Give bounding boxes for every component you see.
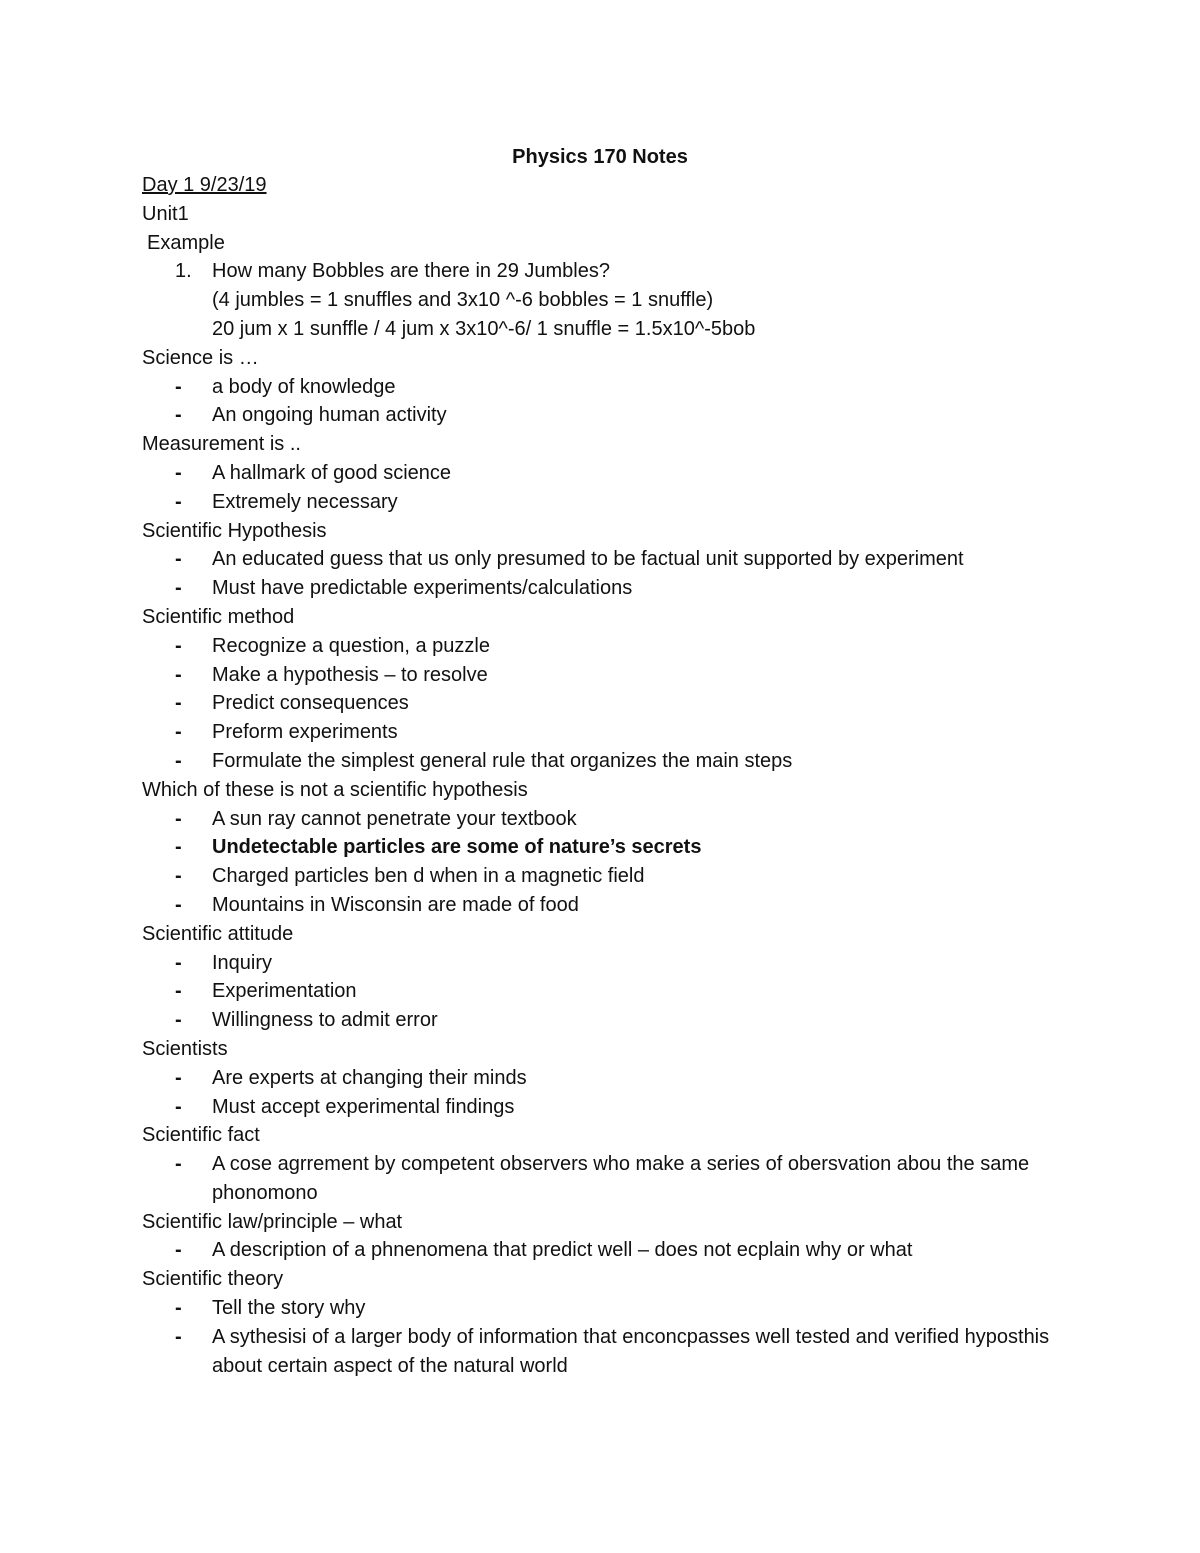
bullet-dash: -	[175, 692, 182, 715]
section-heading: Measurement is ..	[142, 433, 301, 456]
bullet-dash: -	[175, 461, 182, 484]
list-item	[142, 1093, 1062, 1122]
list-item	[142, 805, 1062, 834]
bullet-dash: -	[175, 836, 182, 859]
list-item	[142, 747, 1062, 776]
list-number: 1.	[175, 260, 192, 283]
bullet-dash: -	[175, 634, 182, 657]
list-item-text: Mountains in Wisconsin are made of food	[212, 893, 579, 916]
list-item-text: A sythesisi of a larger body of information that enconcpasses well tested and verified hyposthis about certain aspect of the natural world	[212, 1325, 1050, 1377]
bullet-dash: -	[175, 1239, 182, 1262]
bullet-dash: -	[175, 404, 182, 427]
list-item	[142, 718, 1062, 747]
section-heading: Scientific Hypothesis	[142, 519, 327, 542]
list-item-text: Willingness to admit error	[212, 1009, 438, 1032]
list-item	[142, 574, 1062, 603]
list-item-text: Must have predictable experiments/calculations	[212, 577, 633, 600]
list-item	[142, 891, 1062, 920]
section-heading: Scientific attitude	[142, 922, 294, 945]
bullet-dash: -	[175, 490, 182, 513]
numbered-item	[142, 257, 1062, 286]
bullet-dash: -	[175, 807, 182, 830]
section-heading: Scientific method	[142, 605, 295, 628]
list-item	[142, 1294, 1062, 1323]
list-item-text: Inquiry	[212, 951, 273, 974]
example-work: 20 jum x 1 sunffle / 4 jum x 3x10^-6/ 1 snuffle = 1.5x10^-5bob	[212, 317, 756, 340]
list-item-text: Formulate the simplest general rule that organizes the main steps	[212, 749, 793, 772]
bullet-dash: -	[175, 865, 182, 888]
list-item	[142, 1236, 1062, 1265]
list-item-text: Predict consequences	[212, 692, 409, 715]
list-item-text: Undetectable particles are some of nature’s secrets	[212, 836, 702, 859]
list-item	[142, 488, 1062, 517]
list-item-text: Preform experiments	[212, 721, 398, 744]
list-item-answer	[142, 833, 1062, 862]
example-label: Example	[147, 231, 225, 254]
section-heading: Science is …	[142, 346, 259, 369]
section-heading: Scientific law/principle – what	[142, 1210, 403, 1233]
list-item-text: Charged particles ben d when in a magnetic field	[212, 865, 645, 888]
section-heading: Which of these is not a scientific hypothesis	[142, 778, 528, 801]
unit-heading: Unit1	[142, 202, 189, 225]
list-item	[142, 1323, 1062, 1381]
date-heading: Day 1 9/23/19	[142, 174, 267, 196]
bullet-dash: -	[175, 375, 182, 398]
bullet-dash: -	[175, 1095, 182, 1118]
list-item	[142, 1150, 1062, 1208]
example-question: How many Bobbles are there in 29 Jumbles?	[212, 260, 610, 283]
list-item-text: Make a hypothesis – to resolve	[212, 663, 488, 686]
bullet-dash: -	[175, 980, 182, 1003]
list-item	[142, 401, 1062, 430]
list-item-text: An educated guess that us only presumed to be factual unit supported by experiment	[212, 548, 964, 571]
bullet-dash: -	[175, 577, 182, 600]
list-item	[142, 977, 1062, 1006]
section-heading: Scientific theory	[142, 1268, 284, 1291]
list-item	[142, 632, 1062, 661]
notes-content	[142, 171, 1062, 1380]
list-item	[142, 545, 1062, 574]
list-item	[142, 459, 1062, 488]
list-item-text: A cose agrrement by competent observers who make a series of obersvation abou the same phonomono	[212, 1153, 1030, 1204]
bullet-dash: -	[175, 1066, 182, 1089]
list-item	[142, 689, 1062, 718]
page-title: Physics 170 Notes	[512, 146, 688, 168]
section-heading: Scientists	[142, 1037, 228, 1060]
list-item-text: a body of knowledge	[212, 375, 396, 398]
list-item	[142, 1064, 1062, 1093]
list-item-text: Extremely necessary	[212, 490, 398, 513]
list-item	[142, 373, 1062, 402]
bullet-dash: -	[175, 663, 182, 686]
list-item-text: A description of a phnenomena that predict well – does not ecplain why or what	[212, 1239, 913, 1262]
list-item-text: Tell the story why	[212, 1297, 366, 1320]
list-item-text: Recognize a question, a puzzle	[212, 634, 490, 657]
list-item	[142, 949, 1062, 978]
list-item-text: Must accept experimental findings	[212, 1095, 515, 1118]
list-item-text: An ongoing human activity	[212, 404, 447, 427]
list-item	[142, 1006, 1062, 1035]
bullet-dash: -	[175, 1153, 182, 1176]
bullet-dash: -	[175, 1009, 182, 1032]
bullet-dash: -	[175, 1297, 182, 1320]
example-given: (4 jumbles = 1 snuffles and 3x10 ^-6 bobbles = 1 snuffle)	[212, 289, 714, 312]
bullet-dash: -	[175, 1325, 182, 1348]
bullet-dash: -	[175, 893, 182, 916]
bullet-dash: -	[175, 721, 182, 744]
section-heading: Scientific fact	[142, 1124, 260, 1147]
list-item	[142, 862, 1062, 891]
bullet-dash: -	[175, 749, 182, 772]
list-item	[142, 661, 1062, 690]
list-item-text: Experimentation	[212, 980, 357, 1003]
bullet-dash: -	[175, 951, 182, 974]
bullet-dash: -	[175, 548, 182, 571]
list-item-text: A hallmark of good science	[212, 461, 452, 484]
list-item-text: A sun ray cannot penetrate your textbook	[212, 807, 577, 830]
list-item-text: Are experts at changing their minds	[212, 1066, 527, 1089]
